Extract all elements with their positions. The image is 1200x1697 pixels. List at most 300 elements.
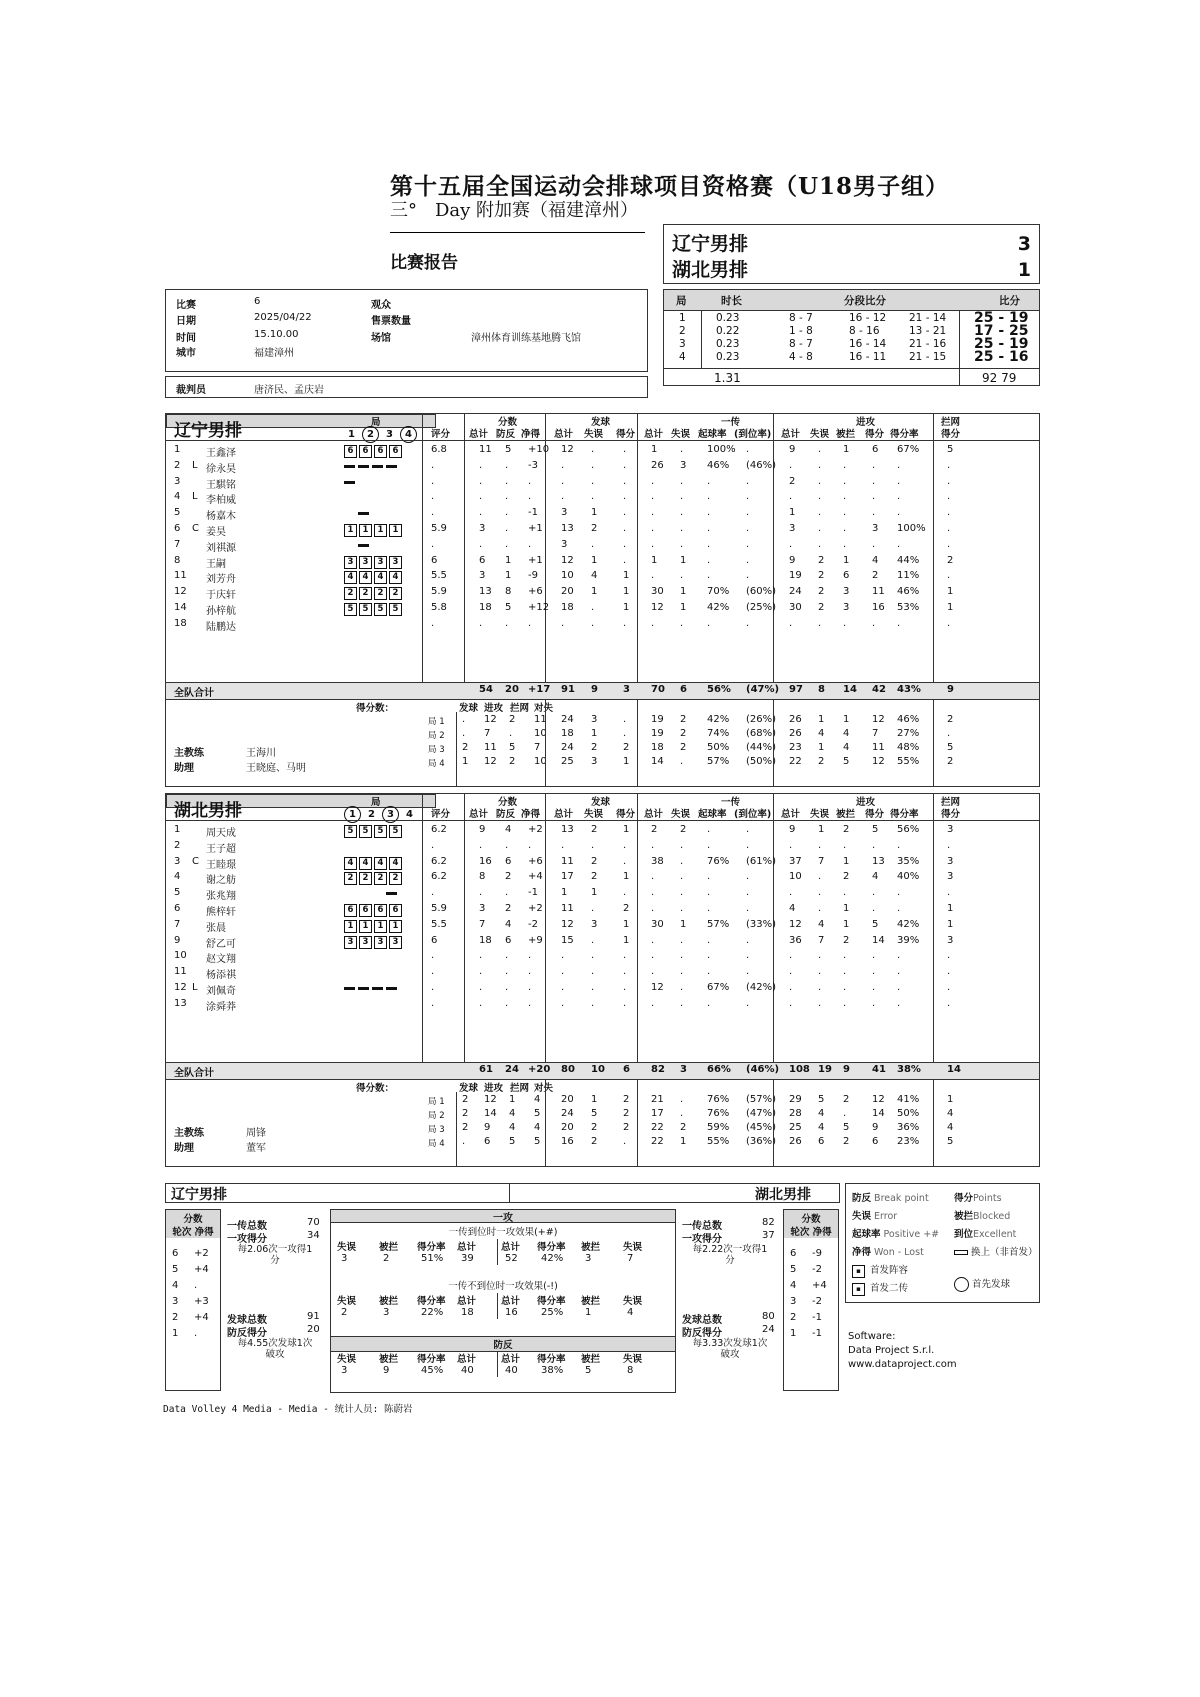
per-set-s-tot: 24 — [561, 714, 574, 725]
position-box: 1 — [389, 524, 402, 537]
col-header: 失误 — [337, 1296, 357, 1307]
player-bp: 4 — [505, 824, 512, 835]
position-box: 5 — [389, 603, 402, 616]
col-value: 3 — [341, 1365, 348, 1376]
per-set-a-err: 2 — [818, 756, 825, 767]
per-set-a-pts: 12 — [872, 714, 885, 725]
header-rating: 评分 — [431, 809, 451, 820]
header-points: 分数 — [498, 797, 518, 808]
player-a-err: 2 — [818, 602, 825, 613]
per-set-a-err: 4 — [818, 1108, 825, 1119]
player-a-tot: 10 — [789, 871, 802, 882]
player-number: 3 — [174, 476, 181, 487]
player-s-pts: . — [623, 539, 627, 550]
player-bp: 4 — [505, 919, 512, 930]
player-tot: . — [479, 539, 483, 550]
player-a-blk: . — [843, 460, 847, 471]
player-a-tot: 3 — [789, 523, 796, 534]
set-partial-1: 8 - 7 — [789, 312, 813, 324]
rotation-number: 2 — [172, 1312, 179, 1323]
player-a-pct: 40% — [897, 871, 920, 882]
player-positions — [344, 587, 404, 600]
per-set-at: 11 — [484, 742, 497, 753]
player-r-tot: . — [651, 523, 655, 534]
player-a-err: . — [818, 444, 822, 455]
player-r-exc: . — [746, 476, 750, 487]
total-a-tot: 97 — [789, 684, 803, 695]
per-set-name: 局 4 — [428, 759, 445, 769]
col-header: 被拦 — [581, 1354, 601, 1365]
col-header: 失误 — [623, 1354, 643, 1365]
set-partial-1: 8 - 7 — [789, 338, 813, 350]
player-a-blk: 2 — [843, 935, 850, 946]
player-a-err: . — [818, 840, 822, 851]
player-a-pct: . — [897, 998, 901, 1009]
player-a-pct: . — [897, 903, 901, 914]
position-box: 2 — [389, 587, 402, 600]
player-r-err: . — [680, 507, 684, 518]
per-set-sv: 2 — [462, 1122, 469, 1133]
player-a-pts: 13 — [872, 856, 885, 867]
header-att-blk: 被拦 — [836, 809, 856, 820]
player-b-pts: . — [947, 950, 951, 961]
side-value-2: 20 — [307, 1324, 320, 1335]
col-value: 3 — [585, 1253, 592, 1264]
header-rec-pos: 起球率 — [698, 809, 727, 820]
header-serve-total: 总计 — [554, 809, 574, 820]
position-box: 4 — [344, 571, 357, 584]
away-team-name: 湖北男排 — [672, 259, 749, 281]
player-s-err: . — [591, 966, 595, 977]
col-value: 25% — [541, 1307, 564, 1318]
label-spectators: 观众 — [371, 300, 391, 311]
rotation-box — [783, 1209, 839, 1391]
player-r-pos: . — [707, 570, 711, 581]
header-attack: 进攻 — [856, 797, 876, 808]
per-set-a-pts: 9 — [872, 1122, 879, 1133]
col-header: 失误 — [337, 1242, 357, 1253]
per-set-r-tot: 18 — [651, 742, 664, 753]
player-r-exc: . — [746, 618, 750, 629]
per-set-serve: 发球 — [459, 1083, 479, 1094]
per-set-r-exc: (47%) — [746, 1108, 777, 1119]
legend-bp: 防反 — [852, 1193, 872, 1204]
player-s-tot: . — [561, 966, 565, 977]
per-set-name: 局 1 — [428, 717, 445, 727]
total-duration: 1.31 — [714, 371, 741, 385]
player-a-tot: . — [789, 491, 793, 502]
player-s-pts: . — [623, 998, 627, 1009]
total-a-blk: 9 — [843, 1064, 850, 1075]
col-header: 得分率 — [537, 1296, 566, 1307]
player-s-tot: 17 — [561, 871, 574, 882]
per-set-a-pct: 41% — [897, 1094, 920, 1105]
rotation-number: 4 — [790, 1280, 797, 1291]
coach-name: 王海川 — [246, 748, 276, 759]
position-box: 4 — [374, 857, 387, 870]
position-box: 3 — [344, 936, 357, 949]
header-points-wl: 净得 — [521, 809, 541, 820]
player-r-exc: . — [746, 824, 750, 835]
player-s-tot: . — [561, 998, 565, 1009]
per-set-op: 4 — [534, 1122, 541, 1133]
player-rating: 6 — [431, 555, 438, 566]
per-set-at: 14 — [484, 1108, 497, 1119]
split-line — [497, 1239, 498, 1265]
per-set-bl: . — [509, 728, 513, 739]
rotation-header: 分数 — [183, 1214, 203, 1225]
per-set-block: 拦网 — [510, 703, 530, 714]
player-positions — [344, 983, 400, 994]
player-b-pts: 1 — [947, 586, 954, 597]
col-header: 总计 — [501, 1242, 521, 1253]
player-s-pts: . — [623, 555, 627, 566]
player-a-err: . — [818, 998, 822, 1009]
player-s-pts: 1 — [623, 935, 630, 946]
player-a-blk: . — [843, 982, 847, 993]
player-number: 14 — [174, 602, 187, 613]
player-a-blk: 1 — [843, 444, 850, 455]
player-tot: . — [479, 950, 483, 961]
player-r-pos: . — [707, 491, 711, 502]
per-set-attack: 进攻 — [484, 1083, 504, 1094]
header-att-pct: 得分率 — [890, 429, 919, 440]
player-a-tot: . — [789, 950, 793, 961]
referees-value: 唐济民、孟庆岩 — [254, 385, 324, 396]
column-divider — [545, 794, 546, 1062]
team-score-box — [663, 224, 1040, 284]
match-number: 6 — [254, 296, 261, 307]
player-r-exc: . — [746, 998, 750, 1009]
player-r-tot: . — [651, 871, 655, 882]
per-set-op: 10 — [534, 728, 547, 739]
rotation-number: 6 — [172, 1248, 179, 1259]
set-partial-1: 4 - 8 — [789, 351, 813, 363]
player-r-tot: 30 — [651, 586, 664, 597]
player-a-pct: 11% — [897, 570, 920, 581]
player-tot: 18 — [479, 935, 492, 946]
player-number: 7 — [174, 539, 181, 550]
position-box: 5 — [344, 603, 357, 616]
header-block-pts: 得分 — [941, 809, 961, 820]
player-name: 王騏铭 — [206, 480, 236, 491]
player-a-err: 2 — [818, 586, 825, 597]
header-points-total: 总计 — [469, 809, 489, 820]
column-divider — [464, 414, 465, 682]
player-name: 王鑫泽 — [206, 448, 236, 459]
starter-box-icon: ▪ — [852, 1265, 865, 1278]
center-stats-box — [330, 1209, 676, 1393]
per-set-b-pts: 5 — [947, 742, 954, 753]
per-set-bl: 4 — [509, 1122, 516, 1133]
player-s-err: . — [591, 982, 595, 993]
per-set-at: 12 — [484, 1094, 497, 1105]
per-set-s-tot: 25 — [561, 756, 574, 767]
summary-divider — [509, 1183, 510, 1203]
player-a-blk: 6 — [843, 570, 850, 581]
total-bp: 20 — [505, 684, 519, 695]
player-a-err: 2 — [818, 555, 825, 566]
player-a-blk: 3 — [843, 586, 850, 597]
column-divider — [545, 700, 546, 786]
player-a-err: 4 — [818, 919, 825, 930]
player-number: 6 — [174, 903, 181, 914]
per-set-sv: . — [462, 1136, 466, 1147]
assistant-label: 助理 — [174, 763, 194, 774]
player-role: C — [192, 856, 199, 867]
player-s-err: . — [591, 444, 595, 455]
player-a-pts: 5 — [872, 824, 879, 835]
player-a-pts: 4 — [872, 555, 879, 566]
player-a-tot: . — [789, 618, 793, 629]
col-header: 得分率 — [417, 1354, 446, 1365]
per-set-r-exc: (36%) — [746, 1136, 777, 1147]
player-a-blk: . — [843, 966, 847, 977]
per-set-r-tot: 22 — [651, 1122, 664, 1133]
player-r-pos: 100% — [707, 444, 736, 455]
rotation-number: 1 — [790, 1328, 797, 1339]
total-b-pts: 9 — [947, 684, 954, 695]
player-r-exc: (25%) — [746, 602, 777, 613]
player-a-tot: 12 — [789, 919, 802, 930]
player-s-tot: 15 — [561, 935, 574, 946]
per-set-r-err: . — [680, 1108, 684, 1119]
player-s-pts: . — [623, 618, 627, 629]
set-col-1: 1 — [344, 806, 361, 823]
assistant-name: 董军 — [246, 1143, 266, 1154]
rotation-subheader: 轮次 净得 — [790, 1227, 832, 1238]
col-value: 1 — [585, 1307, 592, 1318]
player-name: 姜昊 — [206, 527, 226, 538]
player-r-err: . — [680, 840, 684, 851]
side-value-1: 80 — [762, 1311, 775, 1322]
per-set-r-err: . — [680, 756, 684, 767]
player-a-pts: 2 — [872, 570, 879, 581]
header-serve-pts: 得分 — [616, 809, 636, 820]
header-rec-err: 失误 — [671, 429, 691, 440]
sub-bar-icon — [358, 512, 369, 515]
player-a-tot: 2 — [789, 476, 796, 487]
player-s-pts: . — [623, 966, 627, 977]
column-divider — [933, 700, 934, 786]
player-a-err: 7 — [818, 856, 825, 867]
per-set-r-tot: 22 — [651, 1136, 664, 1147]
position-box: 6 — [359, 445, 372, 458]
player-positions — [344, 904, 404, 917]
coach-name: 周锋 — [246, 1128, 266, 1139]
set-duration: 0.23 — [716, 338, 740, 350]
per-set-r-exc: (68%) — [746, 728, 777, 739]
legend-pts: 得分 — [954, 1193, 974, 1204]
player-positions — [344, 508, 372, 519]
software-company: Data Project S.r.l. — [848, 1345, 935, 1356]
player-r-exc: . — [746, 840, 750, 851]
per-set-sv: . — [462, 728, 466, 739]
player-a-blk: 1 — [843, 919, 850, 930]
player-bp: . — [505, 887, 509, 898]
player-r-tot: . — [651, 966, 655, 977]
player-a-pts: . — [872, 840, 876, 851]
player-r-pos: 42% — [707, 602, 730, 613]
player-bp: 2 — [505, 903, 512, 914]
player-number: 6 — [174, 523, 181, 534]
position-box: 4 — [344, 857, 357, 870]
player-s-pts: 1 — [623, 871, 630, 882]
position-box: 3 — [374, 936, 387, 949]
col-header: 被拦 — [379, 1354, 399, 1365]
total-r-pos: 56% — [707, 684, 731, 695]
per-set-sv: 2 — [462, 1094, 469, 1105]
player-bp: 6 — [505, 856, 512, 867]
page-subtitle: 三° Day 附加赛（福建漳州） — [390, 200, 639, 221]
player-a-err: . — [818, 491, 822, 502]
set-partial-1: 1 - 8 — [789, 325, 813, 337]
player-tot: . — [479, 618, 483, 629]
player-wl: . — [528, 966, 532, 977]
per-set-sv: 1 — [462, 756, 469, 767]
player-s-err: 1 — [591, 887, 598, 898]
per-set-bl: 5 — [509, 742, 516, 753]
player-wl: . — [528, 950, 532, 961]
player-r-pos: . — [707, 476, 711, 487]
player-number: 5 — [174, 507, 181, 518]
player-a-err: 1 — [818, 824, 825, 835]
per-set-s-tot: 24 — [561, 1108, 574, 1119]
player-r-err: . — [680, 950, 684, 961]
player-positions — [344, 477, 358, 488]
player-a-err: . — [818, 903, 822, 914]
per-set-s-pts: 2 — [623, 1122, 630, 1133]
sets-table — [663, 289, 1040, 386]
player-tot: . — [479, 476, 483, 487]
player-wl: . — [528, 982, 532, 993]
player-bp: . — [505, 476, 509, 487]
player-name: 张兆翔 — [206, 891, 236, 902]
player-number: 7 — [174, 919, 181, 930]
total-s-tot: 91 — [561, 684, 575, 695]
player-r-tot: . — [651, 840, 655, 851]
player-a-blk: . — [843, 887, 847, 898]
position-box: 6 — [344, 904, 357, 917]
column-divider — [456, 1092, 457, 1166]
legend-wl: 净得 — [852, 1247, 872, 1258]
player-s-pts: . — [623, 507, 627, 518]
player-a-pct: . — [897, 887, 901, 898]
col-header: 被拦 — [379, 1242, 399, 1253]
player-b-pts: . — [947, 476, 951, 487]
player-s-err: 4 — [591, 570, 598, 581]
player-r-pos: . — [707, 539, 711, 550]
per-set-r-pos: 42% — [707, 714, 730, 725]
player-tot: 11 — [479, 444, 492, 455]
player-s-tot: 12 — [561, 555, 574, 566]
label-referees: 裁判员 — [176, 385, 206, 396]
position-box: 1 — [359, 920, 372, 933]
player-s-err: 1 — [591, 555, 598, 566]
col-header: 得分率 — [417, 1296, 446, 1307]
player-bp: 1 — [505, 555, 512, 566]
player-rating: . — [431, 491, 435, 502]
per-set-b-pts: 1 — [947, 1094, 954, 1105]
label-venue: 场馆 — [371, 333, 391, 344]
per-set-a-blk: 1 — [843, 714, 850, 725]
per-set-a-err: 1 — [818, 742, 825, 753]
position-box: 5 — [344, 825, 357, 838]
player-r-err: 2 — [680, 824, 687, 835]
per-set-r-tot: 17 — [651, 1108, 664, 1119]
set-partial-2: 8 - 16 — [849, 325, 880, 337]
match-info-box — [165, 289, 648, 372]
header-points-bp: 防反 — [496, 429, 516, 440]
player-rating: 5.9 — [431, 523, 447, 534]
per-set-a-blk: . — [843, 1108, 847, 1119]
player-rating: . — [431, 539, 435, 550]
player-r-pos: . — [707, 507, 711, 518]
player-a-blk: 2 — [843, 871, 850, 882]
player-a-err: . — [818, 460, 822, 471]
player-role: L — [192, 982, 198, 993]
player-s-pts: 2 — [623, 903, 630, 914]
per-set-r-pos: 57% — [707, 756, 730, 767]
column-divider — [773, 700, 774, 786]
header-serve-pts: 得分 — [616, 429, 636, 440]
per-set-op: 5 — [534, 1136, 541, 1147]
sub-bar-icon — [372, 987, 383, 990]
player-r-exc: (42%) — [746, 982, 777, 993]
player-r-tot: 30 — [651, 919, 664, 930]
player-r-exc: . — [746, 903, 750, 914]
col-header: 总计 — [501, 1354, 521, 1365]
player-bp: 5 — [505, 602, 512, 613]
player-a-blk: 1 — [843, 903, 850, 914]
player-wl: . — [528, 476, 532, 487]
header-serve-err: 失误 — [584, 809, 604, 820]
player-a-tot: 37 — [789, 856, 802, 867]
player-wl: +2 — [528, 824, 543, 835]
header-serve-total: 总计 — [554, 429, 574, 440]
sets-header-duration: 时长 — [721, 295, 742, 307]
player-number: 3 — [174, 856, 181, 867]
player-positions — [344, 920, 404, 933]
player-s-err: . — [591, 950, 595, 961]
player-tot: 6 — [479, 555, 486, 566]
sub-bar-icon — [954, 1250, 968, 1255]
position-box: 5 — [374, 825, 387, 838]
total-r-tot: 82 — [651, 1064, 665, 1075]
player-a-pct: 39% — [897, 935, 920, 946]
player-r-err: . — [680, 982, 684, 993]
rotation-header: 分数 — [801, 1214, 821, 1225]
set-partial-2: 16 - 11 — [849, 351, 887, 363]
header-att-pts: 得分 — [865, 429, 885, 440]
header-serve-err: 失误 — [584, 429, 604, 440]
header-rec-total: 总计 — [644, 429, 664, 440]
player-a-pts: . — [872, 998, 876, 1009]
per-set-sv: 2 — [462, 742, 469, 753]
player-bp: . — [505, 460, 509, 471]
player-name: 陆鹏达 — [206, 622, 236, 633]
player-a-pts: . — [872, 491, 876, 502]
sub-bar-icon — [344, 465, 355, 468]
per-set-a-err: 5 — [818, 1094, 825, 1105]
player-r-tot: . — [651, 476, 655, 487]
per-set-r-pos: 50% — [707, 742, 730, 753]
player-s-pts: . — [623, 523, 627, 534]
player-positions — [344, 872, 404, 885]
per-set-a-pts: 14 — [872, 1108, 885, 1119]
total-wl: +17 — [528, 684, 551, 695]
referees-box — [165, 376, 648, 398]
